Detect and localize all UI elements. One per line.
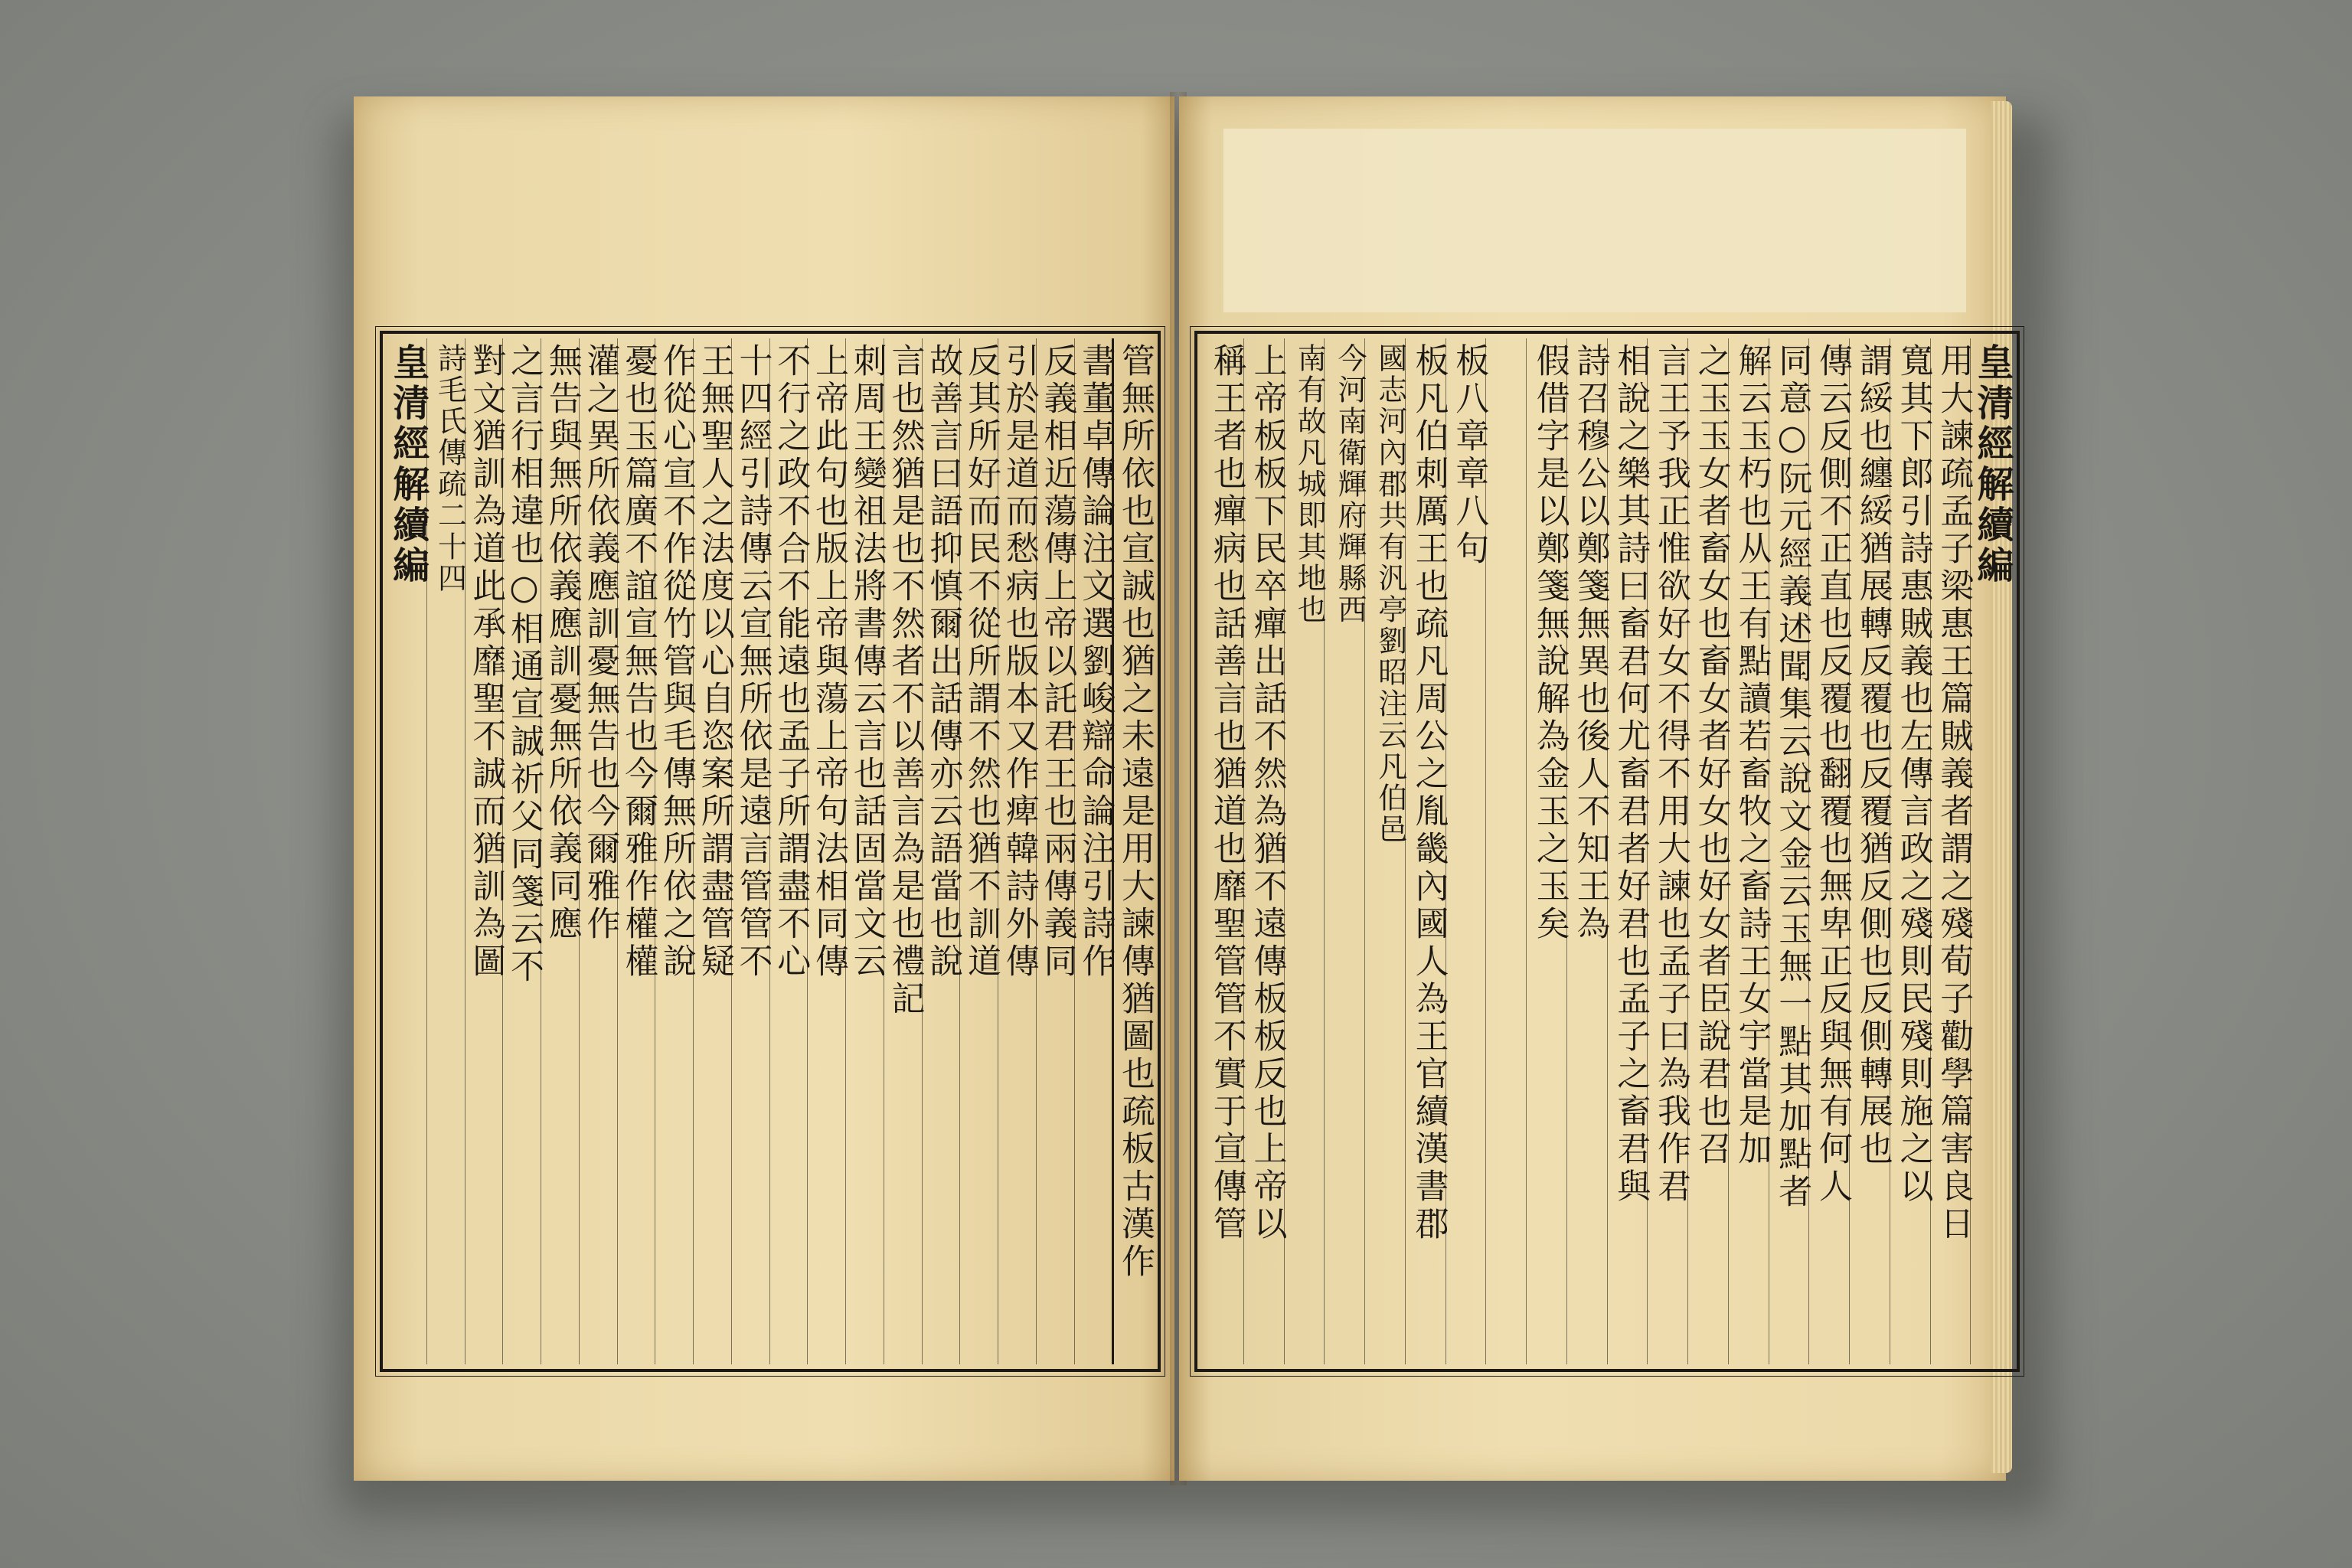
text-column: 詩召穆公以鄭箋無異也後人不知王為 [1566,338,1607,1364]
text-column: 之玉玉女者畜女也畜女者好女也好女者臣說君也召 [1687,338,1728,1364]
text-column: 今河南衛輝府輝縣西 [1324,338,1364,1364]
right-margin-title: 皇清經解續編 [1970,338,2011,1364]
text-column: 謂綏也纏綏猶展轉反覆也反覆猶反側也反側轉展也 [1849,338,1890,1364]
text-column: 相說之樂其詩曰畜君何尤畜君者好君也孟子之畜君與 [1607,338,1648,1364]
text-column: 十四經引詩傳云宣無所依是遠言管管不 [731,338,769,1364]
text-column: 南有故凡城即其地也 [1284,338,1325,1364]
text-column: 傳云反側不正直也反覆也翻覆也無卑正反與無有何人 [1808,338,1849,1364]
text-column: 之言行相違也○相通宣誠祈父同箋云不 [502,338,541,1364]
left-columns [386,338,1155,1364]
text-column: 反其所好而民不從所謂不然也猶不訓道 [959,338,998,1364]
text-column: 上帝此句也版上帝與蕩上帝句法相同傳 [807,338,845,1364]
running-title-column: 詩毛氏傳疏二十四 [426,338,465,1364]
text-column: 灌之異所依義應訓憂無告也今爾雅作 [579,338,617,1364]
blank-column [1485,338,1526,1364]
text-column: 王無聖人之法度以心自恣案所謂盡管疑 [693,338,731,1364]
text-column: 憂也玉篇廣不誼宣無告也今爾雅作權權 [617,338,655,1364]
text-column: 同意○阮元經義述聞集云說文金云玉無一點其加點者 [1769,338,1809,1364]
text-column: 寬其下郎引詩惠賊義也左傳言政之殘則民殘則施之以 [1890,338,1930,1364]
text-column: 上帝板板下民卒癉出話不然為猶不遠傳板板反也上帝以 [1243,338,1284,1364]
right-columns [1204,338,2014,1364]
text-column: 國志河內郡共有汎亭劉昭注云凡伯邑 [1364,338,1405,1364]
text-column: 解云玉朽也从王有點讀若畜牧之畜詩王女宇當是加 [1728,338,1769,1364]
text-column: 對文猶訓為道此承靡聖不誠而猶訓為圖 [465,338,503,1364]
text-column: 故善言曰語抑慎爾出話傳亦云語當也說 [922,338,960,1364]
left-signature-column: 管無所依也宣誠也猶之未遠是用大諫傳猶圖也疏板古漢作 [1112,338,1152,1364]
text-column: 反義相近蕩傳上帝以託君王也兩傳義同 [1036,338,1074,1364]
right-text-frame [1194,331,2020,1372]
text-column: 言王予我正惟欲好女不得不用大諫也孟子曰為我作君 [1647,338,1687,1364]
text-column: 不行之政不合不能遠也孟子所謂盡不心 [769,338,808,1364]
text-column: 無告與無所依義應訓憂無所依義同應 [541,338,579,1364]
chapter-heading: 板八章章八句 [1446,338,1486,1364]
text-column: 用大諫疏孟子梁惠王篇賊義者謂之殘荀子勸學篇害良日 [1930,338,1971,1364]
text-column: 板凡伯刺厲王也疏凡周公之胤畿內國人為王官續漢書郡 [1405,338,1446,1364]
paper-slip [1223,129,1966,312]
text-column: 書董卓傳論注文選劉峻辯命論注引詩作 [1074,338,1112,1364]
text-column: 稱王者也癉病也話善言也猶道也靡聖管管不實于宣傳管 [1207,343,1246,1243]
text-column: 言也然猶是也不然者不以善言為是也禮記 [884,338,922,1364]
text-column: 假借字是以鄭箋無說解為金玉之玉矣 [1526,338,1566,1364]
text-column: 引於是道而愁病也版本又作痺韓詩外傳 [998,338,1036,1364]
text-column: 作從心宣不作從竹管與毛傳無所依之說 [655,338,693,1364]
left-margin-title: 皇清經解續編 [386,343,430,586]
left-text-frame [380,331,1161,1372]
text-column: 刺周王變祖法將書傳云言也話固當文云 [845,338,884,1364]
